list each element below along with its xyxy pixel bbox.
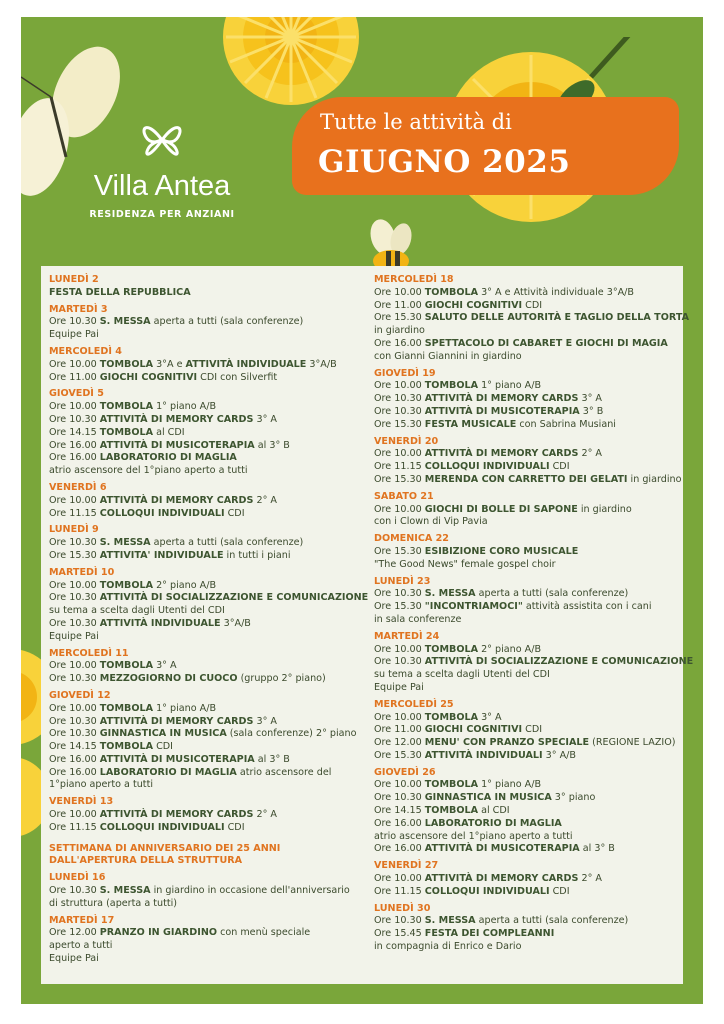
schedule-day <box>374 767 674 857</box>
day-heading: LUNEDÌ 23 <box>374 575 431 587</box>
schedule-day <box>49 566 369 644</box>
activity-line: Ore 11.15 COLLOQUI INDIVIDUALI CDI <box>374 885 570 897</box>
day-heading: SETTIMANA DI ANNIVERSARIO DEI 25 ANNI <box>49 842 281 854</box>
activity-line: Ore 14.15 TOMBOLA CDI <box>49 741 173 753</box>
day-heading: MERCOLEDÌ 4 <box>49 345 122 357</box>
activity-line: Ore 11.00 GIOCHI COGNITIVI CDI con Silverfit <box>49 371 278 383</box>
activity-line: Ore 14.15 TOMBOLA al CDI <box>374 805 510 817</box>
day-heading: MERCOLEDÌ 18 <box>374 274 454 285</box>
schedule-day <box>374 860 674 898</box>
activity-line: su tema a scelta dagli Utenti del CDI <box>49 605 225 617</box>
day-heading: VENERDÌ 27 <box>374 860 439 872</box>
day-heading: VENERDÌ 13 <box>49 796 114 808</box>
schedule-day <box>374 576 674 627</box>
activity-line: Ore 10.00 ATTIVITÀ DI MEMORY CARDS 2° A <box>374 448 603 460</box>
activity-line: Ore 10.30 ATTIVITÀ INDIVIDUALE 3°A/B <box>49 617 251 629</box>
activity-line: di struttura (aperta a tutti) <box>49 897 178 909</box>
activity-line: Ore 10.30 ATTIVITÀ DI MUSICOTERAPIA 3° B <box>374 405 604 417</box>
activity-line: in compagnia di Enrico e Dario <box>374 941 522 953</box>
day-heading: DALL'APERTURA DELLA STRUTTURA <box>49 855 243 867</box>
activity-line: Ore 11.15 COLLOQUI INDIVIDUALI CDI <box>374 461 570 473</box>
activity-line: Equipe Pai <box>49 329 99 341</box>
activity-line: su tema a scelta dagli Utenti del CDI <box>374 669 550 681</box>
day-heading: MARTEDÌ 3 <box>49 303 108 315</box>
activity-line: Ore 15.30 ATTIVITA' INDIVIDUALE in tutti i piani <box>49 549 291 561</box>
activity-line: Ore 10.30 ATTIVITÀ DI MEMORY CARDS 3° A <box>49 715 278 727</box>
schedule-column-right <box>374 274 694 958</box>
day-heading: LUNEDÌ 16 <box>49 872 106 884</box>
schedule-day <box>49 843 357 869</box>
activity-line: Ore 16.00 LABORATORIO DI MAGLIA atrio ascensore del <box>49 766 332 778</box>
activity-line: Ore 10.00 TOMBOLA 1° piano A/B <box>374 380 542 392</box>
schedule-day <box>374 274 690 364</box>
header-subtitle: Tutte le attività di <box>320 110 512 134</box>
schedule-day <box>49 690 357 792</box>
day-heading: VENERDÌ 6 <box>49 481 107 493</box>
brand-tagline: RESIDENZA PER ANZIANI <box>89 209 235 220</box>
activity-line: Ore 12.00 PRANZO IN GIARDINO con menù speciale <box>49 927 311 939</box>
activity-line: Ore 10.30 S. MESSA aperta a tutti (sala conferenze) <box>49 537 304 549</box>
activity-line: Ore 10.30 ATTIVITÀ DI MEMORY CARDS 3° A <box>49 413 278 425</box>
activity-line: Ore 12.00 MENU' CON PRANZO SPECIALE (REGIONE LAZIO) <box>374 737 676 749</box>
activity-line: Ore 10.00 TOMBOLA 3° A <box>374 711 502 723</box>
schedule-day <box>49 388 357 478</box>
activity-line: Ore 10.00 TOMBOLA 2° piano A/B <box>374 643 542 655</box>
schedule-day <box>374 699 674 763</box>
schedule-day <box>49 915 357 966</box>
activity-line: Ore 10.30 S. MESSA aperta a tutti (sala conferenze) <box>374 588 629 600</box>
schedule-day <box>374 903 674 954</box>
day-heading: DOMENICA 22 <box>374 533 449 545</box>
activity-line: Equipe Pai <box>49 630 99 642</box>
day-heading: GIOVEDÌ 12 <box>49 689 111 701</box>
activity-line: Ore 10.00 TOMBOLA 3° A <box>49 660 177 672</box>
header-banner <box>292 97 679 195</box>
villa-antea-logo <box>77 117 247 220</box>
activity-line: con Gianni Giannini in giardino <box>374 350 522 362</box>
day-heading: VENERDÌ 20 <box>374 435 439 447</box>
activity-line: Ore 11.15 COLLOQUI INDIVIDUALI CDI <box>49 821 245 833</box>
schedule-panel <box>41 266 694 984</box>
activity-line: Ore 10.00 TOMBOLA 1° piano A/B <box>49 702 217 714</box>
schedule-day <box>49 482 357 520</box>
activity-line: Ore 15.30 "INCONTRIAMOCI" attività assistita con i cani <box>374 601 652 613</box>
activity-line: Ore 11.00 GIOCHI COGNITIVI CDI <box>374 724 543 736</box>
day-heading: MARTEDÌ 10 <box>49 566 115 578</box>
activity-line: aperto a tutti <box>49 940 113 952</box>
brand-name: Villa Antea <box>93 170 231 202</box>
logo-mark-icon <box>138 117 186 163</box>
activity-line: Ore 16.00 SPETTACOLO DI CABARET E GIOCHI DI MAGIA <box>374 337 668 349</box>
day-heading: MERCOLEDÌ 11 <box>49 647 129 659</box>
activity-line: Ore 16.00 ATTIVITÀ DI MUSICOTERAPIA al 3° B <box>49 753 290 765</box>
day-heading: GIOVEDÌ 19 <box>374 367 436 379</box>
activity-line: Ore 10.30 S. MESSA aperta a tutti (sala conferenze) <box>374 915 629 927</box>
day-heading: MERCOLEDÌ 25 <box>374 698 454 710</box>
activity-line: Ore 10.30 S. MESSA in giardino in occasione dell'anniversario <box>49 885 350 897</box>
activity-line: Ore 15.30 ESIBIZIONE CORO MUSICALE <box>374 545 579 557</box>
schedule-day <box>49 274 357 300</box>
schedule-day <box>374 630 694 695</box>
schedule-day <box>49 524 357 562</box>
activity-line: Ore 16.00 ATTIVITÀ DI MUSICOTERAPIA al 3° B <box>49 439 290 451</box>
schedule-day <box>49 648 357 686</box>
schedule-day <box>49 304 357 342</box>
activity-line: Ore 16.00 LABORATORIO DI MAGLIA <box>49 452 237 464</box>
activity-line: Ore 10.00 TOMBOLA 3° A e Attività individuale 3°A/B <box>374 286 634 298</box>
activity-line: in giardino <box>374 325 425 337</box>
activity-line: Ore 15.30 ATTIVITÀ INDIVIDUALI 3° A/B <box>374 749 576 761</box>
activity-line: Ore 15.30 MERENDA CON CARRETTO DEI GELATI in giardino <box>374 473 682 485</box>
day-heading: SABATO 21 <box>374 490 434 502</box>
schedule-day <box>374 368 674 432</box>
schedule-day <box>49 346 357 384</box>
activity-line: con i Clown di Vip Pavia <box>374 516 488 528</box>
day-heading: MARTEDÌ 24 <box>374 630 440 642</box>
activity-line: Ore 14.15 TOMBOLA al CDI <box>49 426 185 438</box>
activity-line: 1°piano aperto a tutti <box>49 779 153 791</box>
activity-line: Ore 11.00 GIOCHI COGNITIVI CDI <box>374 299 543 311</box>
day-heading: GIOVEDÌ 5 <box>49 388 104 400</box>
poster <box>21 17 703 1004</box>
activity-line: Ore 10.30 ATTIVITÀ DI SOCIALIZZAZIONE E COMUNICAZIONE <box>49 592 369 604</box>
activity-line: Ore 16.00 ATTIVITÀ DI MUSICOTERAPIA al 3° B <box>374 843 615 855</box>
activity-line: Ore 10.30 ATTIVITÀ DI MEMORY CARDS 3° A <box>374 393 603 405</box>
activity-line: Ore 10.30 MEZZOGIORNO DI CUOCO (gruppo 2° piano) <box>49 673 326 685</box>
activity-line: Ore 10.30 ATTIVITÀ DI SOCIALIZZAZIONE E COMUNICAZIONE <box>374 656 694 668</box>
activity-line: Equipe Pai <box>49 953 99 965</box>
schedule-column-left <box>49 274 369 970</box>
activity-line: "The Good News" female gospel choir <box>374 558 556 570</box>
activity-line: Ore 10.30 GINNASTICA IN MUSICA 3° piano <box>374 792 596 804</box>
activity-line: Ore 10.00 ATTIVITÀ DI MEMORY CARDS 2° A <box>49 809 278 821</box>
activity-line: Ore 11.15 COLLOQUI INDIVIDUALI CDI <box>49 507 245 519</box>
activity-line: Ore 10.00 TOMBOLA 1° piano A/B <box>374 779 542 791</box>
activity-line: Ore 10.00 ATTIVITÀ DI MEMORY CARDS 2° A <box>374 873 603 885</box>
schedule-day <box>49 796 357 834</box>
day-heading: LUNEDÌ 9 <box>49 524 99 536</box>
day-heading: LUNEDÌ 2 <box>49 274 99 285</box>
activity-line: Ore 15.30 SALUTO DELLE AUTORITÀ E TAGLIO DELLA TORTA <box>374 312 690 324</box>
schedule-day <box>374 533 674 571</box>
activity-line: Ore 10.30 S. MESSA aperta a tutti (sala conferenze) <box>49 316 304 328</box>
day-heading: MARTEDÌ 17 <box>49 914 115 926</box>
activity-line: Ore 15.30 FESTA MUSICALE con Sabrina Musiani <box>374 418 616 430</box>
day-heading: LUNEDÌ 30 <box>374 902 431 914</box>
schedule-day <box>374 491 674 529</box>
activity-line: Ore 10.00 GIOCHI DI BOLLE DI SAPONE in giardino <box>374 503 632 515</box>
activity-line: in sala conferenze <box>374 613 462 625</box>
activity-line: Equipe Pai <box>374 681 424 693</box>
activity-line: atrio ascensore del 1°piano aperto a tutti <box>49 465 248 477</box>
schedule-day <box>374 435 682 487</box>
schedule-day <box>49 872 357 910</box>
activity-line: Ore 10.00 TOMBOLA 2° piano A/B <box>49 579 217 591</box>
activity-line: Ore 10.00 ATTIVITÀ DI MEMORY CARDS 2° A <box>49 494 278 506</box>
activity-line: Ore 10.00 TOMBOLA 3°A e ATTIVITÀ INDIVIDUALE 3°A/B <box>49 358 337 370</box>
activity-line: Ore 10.00 TOMBOLA 1° piano A/B <box>49 401 217 413</box>
activity-line: Ore 16.00 LABORATORIO DI MAGLIA <box>374 817 562 829</box>
activity-line: Ore 10.30 GINNASTICA IN MUSICA (sala conferenze) 2° piano <box>49 728 357 740</box>
activity-line: atrio ascensore del 1°piano aperto a tutti <box>374 830 573 842</box>
day-heading: GIOVEDÌ 26 <box>374 766 436 778</box>
activity-line: FESTA DELLA REPUBBLICA <box>49 286 191 298</box>
header-title: GIUGNO 2025 <box>318 144 571 180</box>
activity-line: Ore 15.45 FESTA DEI COMPLEANNI <box>374 928 555 940</box>
